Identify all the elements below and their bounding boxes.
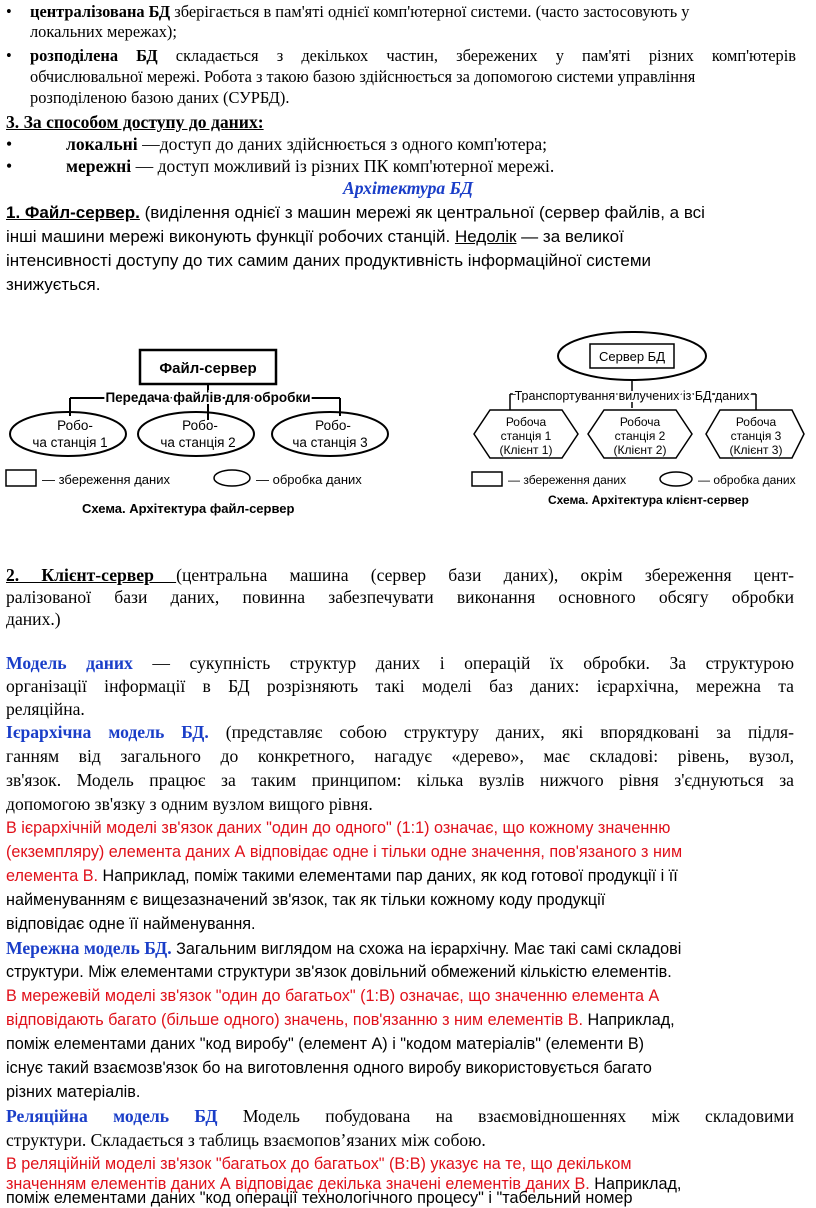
fileserver-text2b: — за великої [516, 227, 624, 246]
text-network: — доступ можливий із різних ПК комп'ютерної мережі. [131, 156, 555, 176]
rel-line2: структури. Складається з таблиць взаємопов’язаних між собою. [6, 1130, 486, 1150]
model-text1: — сукупність структур даних і операцій їх обробки. За структурою [132, 653, 794, 673]
rel-ex0: Наприклад, [589, 1175, 682, 1193]
station-1-label-b: ча станція 1 [32, 435, 108, 450]
fileserver-label: 1. Файл-сервер. [6, 203, 140, 222]
hier-red2: (екземпляру) елемента даних А відповідає одне і тільки одне значення, пов'язаного з ним [6, 843, 683, 861]
net-term: Мережна модель БД. [6, 938, 172, 958]
model-line2: організації інформації в БД розрізняють такі моделі баз даних: ієрархічна, мережна та [6, 676, 794, 696]
rel-red1: В реляційній моделі зв'язок "багатьох до багатьох" (В:В) указує на те, що декільком [6, 1155, 632, 1173]
bullet-glyph: • [6, 134, 13, 154]
model-line1 [6, 653, 794, 673]
client-2-b: станція 2 [614, 429, 666, 443]
section3-heading: 3. За способом доступу до даних: [6, 112, 264, 132]
net-ex1: поміж елементами даних "код виробу" (елемент А) і "кодом матеріалів" (елементи В) [6, 1035, 645, 1053]
diagram-file-server [0, 330, 400, 530]
net-ex0: Наприклад, [583, 1011, 675, 1029]
clientserver-line3: даних.) [6, 609, 61, 629]
clientserver-line2: ралізованої бази даних, повинна забезпечувати виконання основного обсягу обробки [6, 587, 794, 607]
hier-line-ex1 [6, 866, 678, 886]
model-term: Модель даних [6, 653, 133, 673]
legend-store-label: — збереження даних [42, 472, 170, 487]
legend-store-label-2: — збереження даних [508, 473, 627, 487]
fileserver-text1: (виділення однієї з машин мережі як центральної (сервер файлів, а всі [139, 203, 705, 222]
bullet-glyph: • [6, 156, 13, 176]
transport-label: Транспортування вилучених із БД даних [514, 389, 750, 403]
hier-ex3: відповідає одне її найменування. [6, 915, 256, 933]
client-1-c: (Клієнт 1) [499, 443, 553, 457]
legend-proc-label: — обробка даних [256, 472, 362, 487]
net-red2: відповідають багато (більше одного) значень, пов'язанню з ним елементів В. [6, 1011, 584, 1029]
client-3-a: Робоча [735, 415, 777, 429]
term-network: мережні [66, 156, 132, 176]
diagram-client-server [466, 330, 806, 510]
legend-store-icon-2 [472, 472, 502, 486]
rel-red2: значенням елементів даних А відповідає декілька значені елементів даних В. [6, 1175, 590, 1193]
bullet-glyph: • [6, 46, 12, 65]
rel-term: Реляційна модель БД [6, 1106, 218, 1126]
hier-red3: елемента В. [6, 867, 99, 885]
transfer-label: Передача файлів для обробки [105, 390, 311, 405]
net-text1: Загальним виглядом на схожа на ієрархічну. Має такі самі складові [171, 940, 682, 958]
fileserver-line3: інтенсивності доступу до тих самим даних продуктивність інформаційної системи [6, 251, 652, 270]
server-label: Файл-сервер [159, 360, 257, 377]
station-2-label-b: ча станція 2 [160, 435, 236, 450]
hier-line2: ганням від загального до конкретного, нагадує «дерево», має складові: рівень, вузол, [6, 746, 794, 766]
hier-ex2: найменуванням є вищезазначений зв'язок, так як тільки кожному коду продукції [6, 891, 606, 909]
rel-line1 [6, 1106, 794, 1126]
hier-red1: В ієрархічній моделі зв'язок даних "один до одного" (1:1) означає, що кожному значенню [6, 819, 671, 837]
station-2-label-a: Робо- [182, 418, 218, 433]
net-ex2: існує такий взаємозв'язок бо на виготовлення одного виробу використовується багато [6, 1059, 652, 1077]
client-3-c: (Клієнт 3) [729, 443, 783, 457]
text-local: —доступ до даних здійснюється з одного комп'ютера; [137, 134, 548, 154]
hier-line4: допомогою зв'язку з одним вузлом вищого рівня. [6, 794, 373, 814]
caption-file-server: Схема. Архітектура файл-сервер [82, 501, 295, 516]
hier-ex1: Наприклад, поміж такими елементами пар даних, як код готової продукції і її [98, 867, 678, 885]
text-centralized: зберігається в пам'яті однієї комп'ютерної системи. (часто застосовують у [170, 2, 690, 21]
fileserver-flaw: Недолік [454, 227, 517, 246]
fileserver-line4: знижується. [6, 275, 101, 294]
bullet-glyph: • [6, 2, 12, 21]
legend-proc-icon-2 [660, 472, 692, 486]
architecture-title: Архітектура БД [342, 178, 474, 198]
model-line3: реляційна. [6, 699, 85, 719]
fileserver-line2 [6, 226, 624, 248]
clientserver-label: 2. Клієнт-сервер [6, 565, 177, 585]
fileserver-text2a: інші машини мережі виконують функції робочих станцій. [6, 227, 455, 246]
hier-line3: зв'язок. Модель працює за таким принципом: кілька вузлів нижчого рівня з'єднуються за [6, 770, 794, 790]
station-3-label-b: ча станція 3 [292, 435, 368, 450]
caption-client-server: Схема. Архітектура клієнт-сервер [548, 493, 749, 507]
hier-term: Ієрархічна модель БД. [6, 722, 209, 742]
station-1-label-a: Робо- [57, 418, 93, 433]
db-server-label: Сервер БД [598, 349, 666, 364]
net-red1: В мережевій моделі зв'язок "один до багатьох" (1:В) означає, що значенню елемента А [6, 987, 660, 1005]
hier-text1: (представляє собою структуру даних, які впорядковані за підля- [208, 722, 794, 742]
rel-text1: Модель побудована на взаємовідношеннях між складовими [217, 1106, 794, 1126]
clientserver-line1 [6, 565, 794, 585]
term-centralized: централізована БД [30, 2, 171, 21]
net-line-ex0 [6, 1010, 675, 1030]
legend-proc-label-2: — обробка даних [698, 473, 796, 487]
clientserver-text1: (центральна машина (сервер бази даних), окрім збереження цент- [176, 565, 794, 585]
text-distributed-cont2: розподіленою базою даних (СУРБД). [30, 88, 290, 107]
term-local: локальні [66, 134, 138, 154]
client-1-b: станція 1 [500, 429, 552, 443]
text-centralized-cont: локальних мережах); [30, 22, 177, 41]
text-distributed: складається з декількох частин, збережених у пам'яті різних комп'ютерів [157, 46, 796, 65]
text-distributed-cont1: обчислювальної мережі. Робота з такою базою здійснюється за допомогою системи управління [30, 67, 696, 86]
net-ex3: різних матеріалів. [6, 1083, 141, 1101]
rel-ex1: поміж елементами даних "код операції технологічного процесу" і "табельний номер [6, 1189, 633, 1207]
station-3-label-a: Робо- [315, 418, 351, 433]
term-distributed: розподілена БД [30, 46, 158, 65]
hier-line1 [6, 722, 794, 742]
net-line2: структури. Між елементами структури зв'язок довільний обмежений кількістю елементів. [6, 963, 672, 981]
client-2-c: (Клієнт 2) [613, 443, 667, 457]
net-line1 [6, 938, 681, 959]
legend-proc-icon [214, 470, 250, 486]
legend-store-icon [6, 470, 36, 486]
client-1-a: Робоча [505, 415, 547, 429]
fileserver-line1 [6, 202, 705, 224]
client-2-a: Робоча [619, 415, 661, 429]
client-3-b: станція 3 [730, 429, 782, 443]
